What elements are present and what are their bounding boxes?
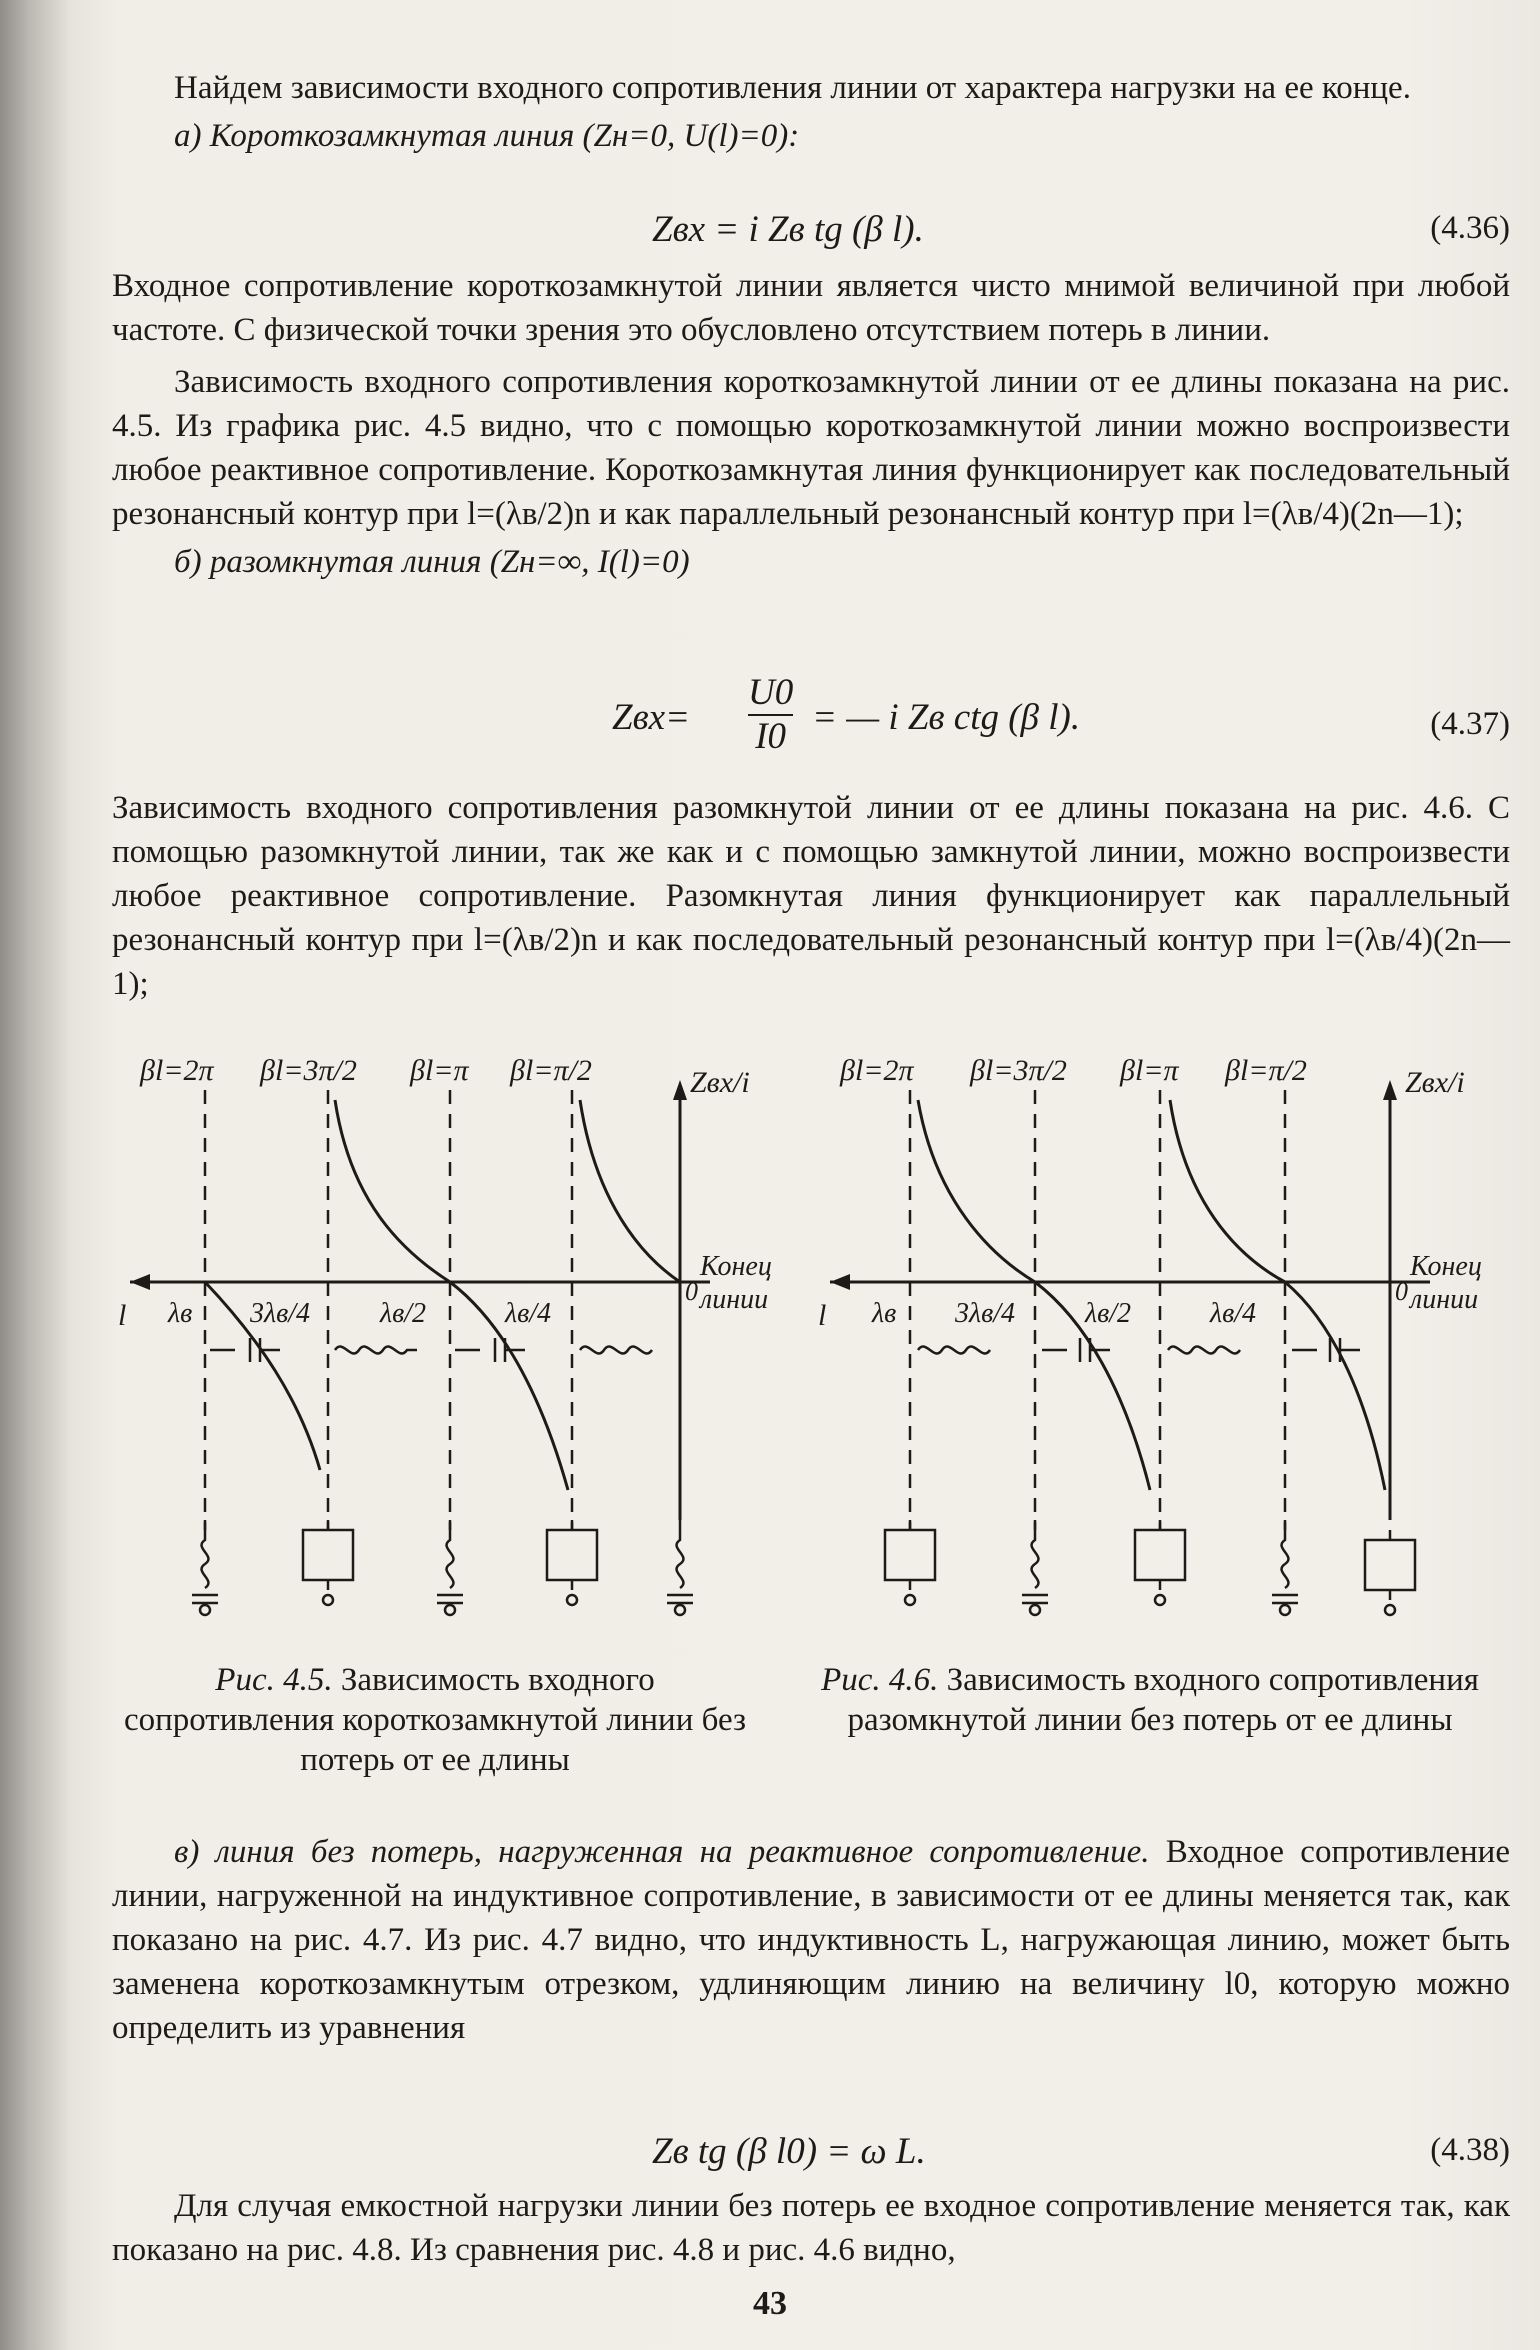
block-short-circuit — [112, 264, 1510, 584]
fig45-lam: λв — [168, 1298, 193, 1329]
fig46-end-2: линии — [1410, 1284, 1479, 1315]
equation-4-37 — [112, 672, 1510, 772]
equation-4-37-number: (4.37) — [1430, 706, 1510, 742]
equation-4-38-body: Zв tg (β l0) = ω L. — [652, 2131, 926, 2172]
fig46-label-pi2: βl=π/2 — [1225, 1054, 1307, 1087]
fig46-z-axis: Zвх/i — [1405, 1066, 1465, 1099]
equation-4-37-numerator: U0 — [748, 672, 793, 716]
equation-4-36-body: Zвх = i Zв tg (β l). — [652, 209, 924, 250]
paragraph-short-circuit-2: Зависимость входного сопротивления короткозамкнутой линии от ее длины показана на рис. 4.5. Из графика рис. 4.5 видно, что с помощью короткозамкнутой линии можно воспроизвести любое реактивное сопротивление. Короткозамкнутая линия функционирует как последовательный резонансный контур при l=(λв/2)n и как параллельный резонансный контур при l=(λв/4)(2n—1); — [112, 364, 1510, 532]
caption-fig-4-6-number: Рис. 4.6. — [821, 1662, 939, 1698]
equation-4-36-number: (4.36) — [1430, 210, 1510, 246]
page-number: 43 — [753, 2285, 787, 2322]
item-c-text: Входное сопротивление линии, нагруженной на индуктивное сопротивление, в зависимости от ее длины меняется так, как показано на рис. 4.7. Из рис. 4.7 видно, что индуктивность L, нагружающая линию, может быть заменена короткозамкнутым отрезком, удлиняющим линию на величину l0, которую можно определить из уравнения — [112, 1834, 1510, 2046]
fig45-origin: 0 — [685, 1277, 698, 1306]
fig45-label-pi: βl=π — [410, 1054, 469, 1087]
fig45-lam-1-2: λв/2 — [380, 1298, 427, 1329]
equation-4-36 — [112, 208, 1510, 258]
fig45-end-1: Конец — [700, 1251, 772, 1282]
figure-4-5 — [110, 1050, 790, 1640]
equation-4-38-number: (4.38) — [1430, 2132, 1510, 2168]
block-open-circuit — [112, 786, 1510, 1006]
caption-fig-4-5 — [110, 1660, 760, 1780]
item-b-heading: б) разомкнутая линия (Zн=∞, I(l)=0) — [174, 544, 690, 580]
paragraph-capacitive: Для случая емкостной нагрузки линии без потерь ее входное сопротивление меняется так, как показано на рис. 4.8. Из сравнения рис. 4.8 и рис. 4.6 видно, — [112, 2188, 1510, 2268]
fig46-lam-3-4: 3λв/4 — [955, 1298, 1016, 1329]
equation-4-38 — [112, 2130, 1510, 2180]
fig46-lam: λв — [872, 1298, 897, 1329]
intro-block — [112, 66, 1510, 158]
equation-4-37-denominator: I0 — [755, 716, 787, 757]
caption-fig-4-5-text: Зависимость входного сопротивления короткозамкнутой линии без потерь от ее длины — [123, 1662, 747, 1778]
caption-fig-4-6 — [800, 1660, 1500, 1740]
fig46-axis-l: l — [818, 1299, 827, 1332]
fig45-end-2: линии — [700, 1284, 769, 1315]
fig46-lam-1-2: λв/2 — [1085, 1298, 1132, 1329]
paragraph-short-circuit-1: Входное сопротивление короткозамкнутой линии является чисто мнимой величиной при любой частоте. С физической точки зрения это обусловлено отсутствием потерь в линии. — [112, 268, 1510, 348]
block-capacitive-load — [112, 2184, 1510, 2272]
fig45-label-pi2: βl=π/2 — [510, 1054, 592, 1087]
caption-fig-4-5-number: Рис. 4.5. — [215, 1662, 333, 1698]
equation-4-37-lhs: Zвх= — [612, 697, 691, 738]
caption-fig-4-6-text: Зависимость входного сопротивления разомкнутой линии без потерь от ее длины — [847, 1662, 1479, 1738]
fig46-label-pi: βl=π — [1120, 1054, 1179, 1087]
fig46-lam-1-4: λв/4 — [1210, 1298, 1257, 1329]
fig45-lam-1-4: λв/4 — [505, 1298, 552, 1329]
item-c-heading: в) линия без потерь, нагруженная на реактивное сопротивление. — [174, 1834, 1150, 1870]
fig45-z-axis: Zвх/i — [690, 1066, 750, 1099]
fig45-label-2pi: βl=2π — [140, 1054, 214, 1087]
block-reactive-load — [112, 1830, 1510, 2050]
paragraph-open-circuit: Зависимость входного сопротивления разомкнутой линии от ее длины показана на рис. 4.6. С помощью разомкнутой линии, так же как и с помощью замкнутой линии, можно воспроизвести любое реактивное сопротивление. Разомкнутая линия функционирует как параллельный резонансный контур при l=(λв/2)n и как последовательный резонансный контур при l=(λв/4)(2n—1); — [112, 790, 1510, 1002]
equation-4-37-fraction — [742, 672, 799, 758]
fig45-label-3pi2: βl=3π/2 — [260, 1054, 357, 1087]
fig46-label-3pi2: βl=3π/2 — [970, 1054, 1067, 1087]
equation-4-37-rhs: = — i Zв ctg (β l). — [812, 697, 1081, 738]
figure-4-6 — [810, 1050, 1510, 1640]
item-a-heading: а) Короткозамкнутая линия (Zн=0, U(l)=0): — [174, 118, 800, 154]
fig45-lam-3-4: 3λв/4 — [250, 1298, 311, 1329]
paragraph-intro: Найдем зависимости входного сопротивления линии от характера нагрузки на ее конце. — [174, 70, 1411, 106]
fig46-label-2pi: βl=2π — [840, 1054, 914, 1087]
fig46-end-1: Конец — [1410, 1251, 1482, 1282]
fig46-origin: 0 — [1395, 1277, 1408, 1306]
fig45-axis-l: l — [118, 1299, 127, 1332]
